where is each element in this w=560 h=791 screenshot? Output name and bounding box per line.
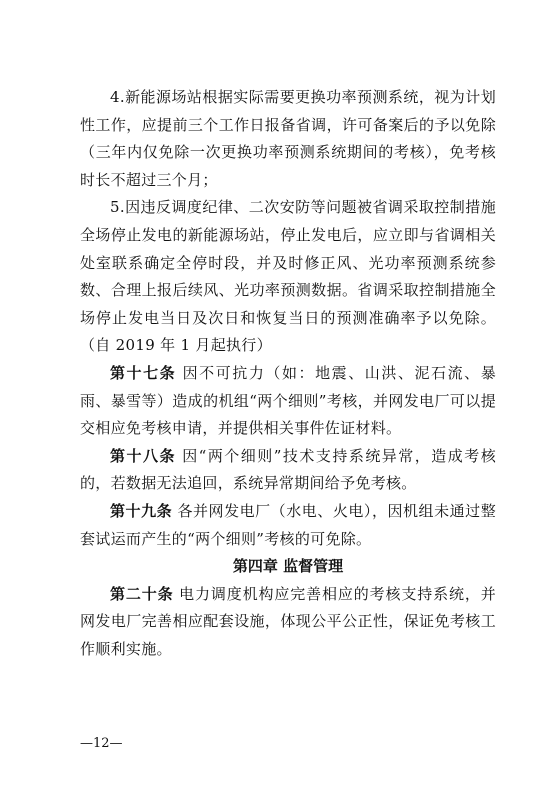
article-text: 因“两个细则”技术支持系统异常，造成考核的，若数据无法追回，系统异常期间给予免考核。 [80, 446, 496, 493]
page-number: —12— [80, 736, 123, 751]
paragraph-text: 4.新能源场站根据实际需要更换功率预测系统，视为计划性工作，应提前三个工作日报备省调，许可备案后的予以免除（三年内仅免除一次更换功率预测系统期间的考核），免考核时长不超过三个月； [80, 88, 496, 189]
article-label: 第十八条 [110, 446, 176, 465]
article-19 [80, 498, 496, 553]
article-text: 因不可抗力（如：地震、山洪、泥石流、暴雨、暴雪等）造成的机组“两个细则”考核，并网发电厂可以提交相应免考核申请，并提供相关事件佐证材料。 [80, 363, 496, 438]
article-label: 第十九条 [110, 501, 173, 520]
page-content [80, 84, 496, 663]
article-20 [80, 581, 496, 664]
article-label: 第二十条 [110, 584, 174, 603]
paragraph-item-4 [80, 84, 496, 194]
article-18 [80, 443, 496, 498]
chapter-heading: 第四章 监督管理 [232, 557, 344, 576]
paragraph-text: 5.因违反调度纪律、二次安防等问题被省调采取控制措施全场停止发电的新能源场站，停止发电后，应立即与省调相关处室联系确定全停时段，并及时修正风、光功率预测系统参数、合理上报后续风、光功率预测数据。省调采取控制措施全场停止发电当日及次日和恢复当日的预测准确率予以免除。（自 2019 年 1 月起执行） [80, 198, 496, 355]
article-label: 第十七条 [110, 363, 177, 382]
article-text: 各并网发电厂（水电、火电），因机组未通过整套试运而产生的“两个细则”考核的可免除。 [80, 501, 497, 548]
article-text: 电力调度机构应完善相应的考核支持系统，并网发电厂完善相应配套设施，体现公平公正性，保证免考核工作顺利实施。 [80, 584, 497, 658]
article-17 [80, 360, 496, 443]
paragraph-item-5 [80, 194, 496, 360]
